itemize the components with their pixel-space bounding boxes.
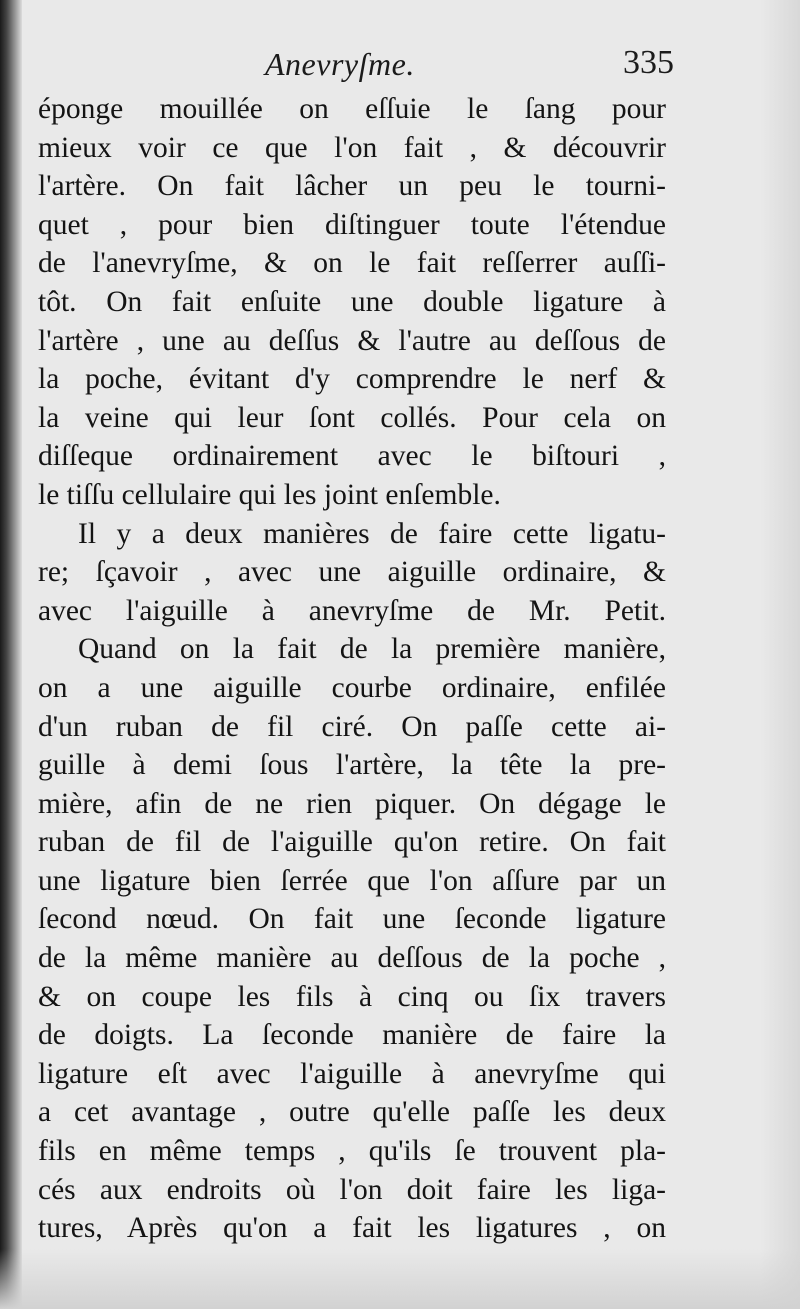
text-line: a cet avantage , outre qu'elle paſſe les deux <box>38 1096 666 1129</box>
text-line: guille à demi ſous l'artère, la tête la pre- <box>38 749 666 782</box>
text-line: l'artère , une au deſſus & l'autre au deſſous de <box>38 324 666 357</box>
text-line: l'artère. On fait lâcher un peu le tourni- <box>38 170 666 203</box>
text-line: Quand on la fait de la première manière, <box>78 633 666 666</box>
text-line: tôt. On fait enſuite une double ligature à <box>38 285 666 318</box>
text-line: quet , pour bien diſtinguer toute l'étendue <box>38 208 666 241</box>
paragraph-1 <box>38 90 666 515</box>
text-line: d'un ruban de fil ciré. On paſſe cette ai- <box>38 710 666 743</box>
gutter-shadow <box>0 0 22 1309</box>
text-line: fils en même temps , qu'ils ſe trouvent pla- <box>38 1135 666 1168</box>
bottom-shade <box>0 1249 800 1309</box>
page-edge <box>760 0 800 1309</box>
text-line: ligature eſt avec l'aiguille à anevryſme qui <box>38 1057 666 1090</box>
text-line: diſſeque ordinairement avec le biſtouri , <box>38 440 666 473</box>
text-line: cés aux endroits où l'on doit faire les liga- <box>38 1173 666 1206</box>
text-line: mière, afin de ne rien piquer. On dégage le <box>38 787 666 820</box>
text-line: Il y a deux manières de faire cette ligatu- <box>78 517 666 550</box>
text-line: tures, Après qu'on a fait les ligatures , on <box>38 1212 666 1245</box>
text-line: ruban de fil de l'aiguille qu'on retire. On fait <box>38 826 666 859</box>
text-line: mieux voir ce que l'on fait , & découvrir <box>38 131 666 164</box>
text-line: ſecond nœud. On fait une ſeconde ligature <box>38 903 666 936</box>
text-line: éponge mouillée on eſſuie le ſang pour <box>38 93 666 125</box>
paragraph-3 <box>38 630 666 1248</box>
text-line: & on coupe les fils à cinq ou ſix travers <box>38 980 666 1013</box>
text-line: de l'anevryſme, & on le fait reſſerrer auſſi- <box>38 247 666 280</box>
text-line: la poche, évitant d'y comprendre le nerf & <box>38 363 666 396</box>
text-line: le tiſſu cellulaire qui les joint enſemble. <box>38 478 501 511</box>
text-line: re; ſçavoir , avec une aiguille ordinaire, & <box>38 556 666 589</box>
text-line: avec l'aiguille à anevryſme de Mr. Petit. <box>38 594 666 627</box>
body-text <box>38 90 666 1248</box>
paragraph-2 <box>38 515 666 631</box>
running-head: Anevryſme. <box>265 46 415 82</box>
text-line: on a une aiguille courbe ordinaire, enfilée <box>38 671 666 704</box>
text-line: la veine qui leur ſont collés. Pour cela on <box>38 401 666 434</box>
page-number: 335 <box>623 44 674 81</box>
text-line: de la même manière au deſſous de la poche , <box>38 942 666 975</box>
text-line: une ligature bien ſerrée que l'on aſſure par un <box>38 864 666 897</box>
text-line: de doigts. La ſeconde manière de faire la <box>38 1019 666 1052</box>
page-header <box>40 40 680 96</box>
